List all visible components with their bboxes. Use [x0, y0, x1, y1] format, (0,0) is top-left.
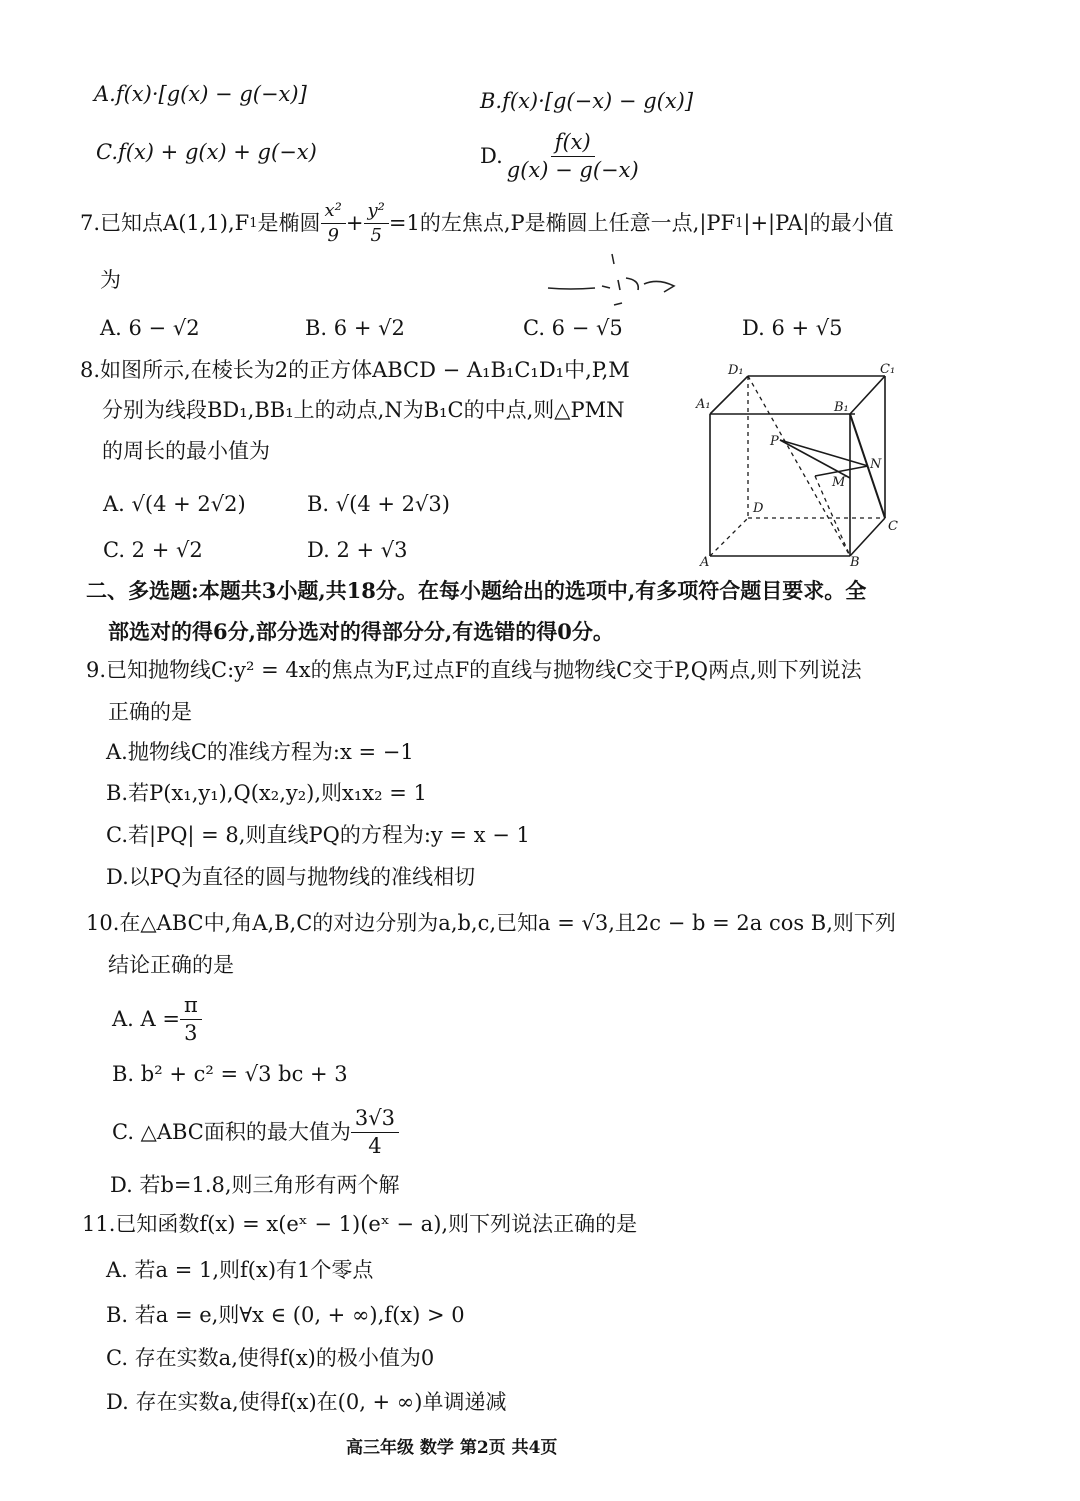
q7-text-4: |+|PA|的最小值: [743, 211, 894, 235]
label-a: A: [700, 555, 710, 570]
label-p: P: [770, 434, 779, 449]
segment-p-n: [780, 440, 868, 466]
q6-option-d-prefix: D.: [480, 144, 503, 168]
q7-option-a: A. 6 − √2: [100, 316, 200, 340]
q7-text-2: 是椭圆: [257, 211, 321, 235]
q8-stem-line-1: 8.如图所示,在棱长为2的正方体ABCD − A₁B₁C₁D₁中,P,M: [80, 358, 630, 382]
q9-option-c: C.若|PQ| = 8,则直线PQ的方程为:y = x − 1: [106, 823, 530, 847]
q9-option-a: A.抛物线C的准线方程为:x = −1: [106, 740, 414, 764]
q8-option-d: D. 2 + √3: [307, 538, 408, 562]
q8-option-b: B. √(4 + 2√3): [307, 492, 450, 516]
label-n: N: [870, 457, 882, 472]
label-m: M: [832, 475, 846, 490]
q7-ellipse-y-fraction: [364, 202, 389, 245]
label-a1: A₁: [696, 397, 711, 412]
q10-option-a-fraction: [180, 995, 202, 1044]
edge-b1-c1: [850, 376, 885, 414]
q11-option-d: D. 存在实数a,使得f(x)在(0, + ∞)单调递减: [106, 1390, 507, 1414]
q8-stem-line-2: 分别为线段BD₁,BB₁上的动点,N为B₁C的中点,则△PMN: [102, 398, 625, 422]
label-d1: D₁: [728, 363, 744, 378]
q7-stem-continued: 为: [100, 268, 121, 292]
q7-ellipse-y-den: 5: [370, 225, 382, 246]
q7-text-3: =1的左焦点,P是椭圆上任意一点,|PF: [388, 211, 736, 235]
q7-stem: [80, 202, 894, 245]
q10-option-a-prefix: A. A =: [112, 1007, 180, 1031]
q10-option-a: [112, 995, 202, 1044]
q11-stem: 11.已知函数f(x) = x(eˣ − 1)(eˣ − a),则下列说法正确的是: [82, 1212, 638, 1236]
q10-option-c: [112, 1108, 399, 1157]
q10-option-c-fraction: [351, 1108, 399, 1157]
q6-option-c: C.f(x) + g(x) + g(−x): [96, 140, 317, 164]
label-d: D: [753, 501, 764, 516]
edge-b-c: [850, 518, 885, 556]
q8-option-a: A. √(4 + 2√2): [103, 492, 246, 516]
q10-stem-line-1: 10.在△ABC中,角A,B,C的对边分别为a,b,c,已知a = √3,且2c − b = 2a cos B,则下列: [86, 911, 896, 935]
cube-figure: [690, 358, 910, 573]
segment-p-m: [780, 440, 850, 478]
q7-plus: +: [345, 211, 364, 235]
label-c: C: [888, 519, 898, 534]
q9-option-d: D.以PQ为直径的圆与抛物线的准线相切: [106, 865, 476, 889]
q6-option-d-fraction: [503, 132, 643, 181]
q7-sub-1: 1: [249, 216, 258, 231]
q6-option-d: [480, 132, 643, 181]
section2-header-line-2: 部选对的得6分,部分选对的得部分分,有选错的得0分。: [108, 619, 614, 644]
q7-option-c: C. 6 − √5: [523, 316, 623, 340]
label-b1: B₁: [834, 400, 849, 415]
q7-option-d: D. 6 + √5: [742, 316, 843, 340]
q10-option-c-prefix: C. △ABC面积的最大值为: [112, 1120, 351, 1144]
q6-option-a: A.f(x)·[g(x) − g(−x)]: [94, 82, 307, 106]
q9-stem-line-1: 9.已知抛物线C:y² = 4x的焦点为F,过点F的直线与抛物线C交于P,Q两点,则下列说法: [86, 658, 862, 682]
q6-option-b: B.f(x)·[g(−x) − g(x)]: [480, 89, 694, 113]
q10-option-a-den: 3: [184, 1021, 198, 1045]
q10-option-c-num: 3√3: [351, 1108, 399, 1133]
q11-option-a: A. 若a = 1,则f(x)有1个零点: [106, 1258, 374, 1282]
section2-header-line-1: 二、多选题:本题共3小题,共18分。在每小题给出的选项中,有多项符合题目要求。全: [86, 578, 867, 603]
label-c1: C₁: [880, 362, 896, 377]
hidden-edge-a-d: [710, 518, 748, 556]
q10-option-b: B. b² + c² = √3 bc + 3: [112, 1062, 348, 1086]
q6-option-d-numerator: f(x): [551, 132, 595, 157]
edge-a1-d1: [710, 376, 748, 414]
q8-stem-line-3: 的周长的最小值为: [102, 439, 270, 463]
q8-option-c: C. 2 + √2: [103, 538, 203, 562]
q9-stem-line-2: 正确的是: [108, 700, 192, 724]
q7-text-1: 7.已知点A(1,1),F: [80, 211, 250, 235]
q7-option-b: B. 6 + √2: [305, 316, 405, 340]
page-footer: 高三年级 数学 第2页 共4页: [346, 1438, 558, 1458]
q6-option-d-denominator: g(x) − g(−x): [506, 158, 639, 182]
handwritten-scribble: [540, 250, 700, 310]
q10-option-c-den: 4: [368, 1134, 382, 1158]
q7-ellipse-x-den: 9: [327, 225, 339, 246]
q11-option-b: B. 若a = e,则∀x ∈ (0, + ∞),f(x) > 0: [106, 1303, 465, 1327]
q11-option-c: C. 存在实数a,使得f(x)的极小值为0: [106, 1346, 435, 1370]
q7-ellipse-y-num: y²: [364, 202, 389, 224]
q7-sub-2: 1: [735, 216, 744, 231]
q10-stem-line-2: 结论正确的是: [108, 953, 234, 977]
q7-ellipse-x-fraction: [321, 202, 346, 245]
q10-option-d: D. 若b=1.8,则三角形有两个解: [110, 1173, 400, 1197]
q10-option-a-num: π: [180, 995, 202, 1020]
q7-ellipse-x-num: x²: [321, 202, 346, 224]
q9-option-b: B.若P(x₁,y₁),Q(x₂,y₂),则x₁x₂ = 1: [106, 781, 427, 805]
label-b: B: [850, 555, 860, 570]
